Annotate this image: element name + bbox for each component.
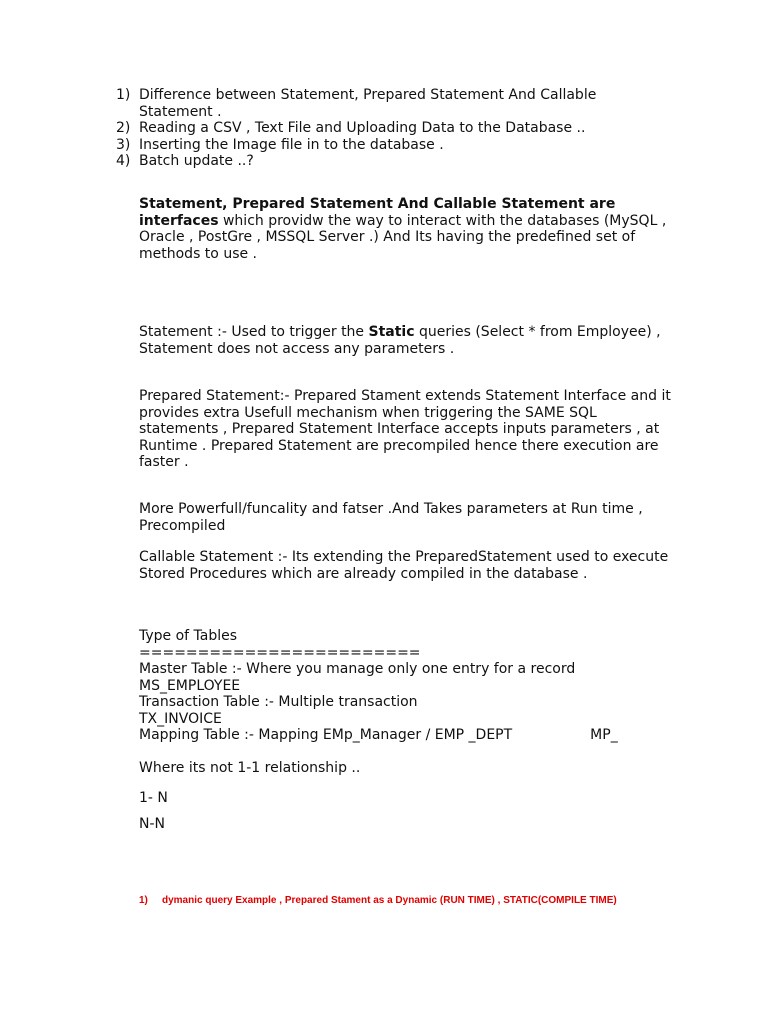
tables-title: Type of Tables (139, 628, 238, 644)
transaction-table-example: TX_INVOICE (139, 710, 222, 727)
tables-section (139, 628, 679, 832)
list-text: Difference between Statement, Prepared Statement And Callable Statement . (139, 87, 597, 120)
static-bold-text: Static (368, 324, 415, 340)
spacer (139, 807, 679, 816)
list-number: 3) (116, 136, 131, 153)
list-number: 2) (116, 120, 131, 136)
list-number: 4) (116, 153, 131, 169)
list-text: Batch update ..? (139, 153, 254, 169)
list-text: Reading a CSV , Text File and Uploading Data to the Database .. (139, 120, 586, 136)
spacer (139, 744, 679, 760)
intro-paragraph (139, 196, 684, 262)
note-number: 1) (139, 895, 148, 906)
statement-paragraph (139, 324, 679, 357)
transaction-table-line: Transaction Table :- Multiple transaction (139, 694, 418, 710)
list-text: Inserting the Image file in to the database . (139, 136, 444, 153)
tables-rule: ======================== (139, 644, 421, 661)
topic-list (116, 87, 636, 170)
dynamic-query-note (139, 895, 699, 907)
n-to-n: N-N (139, 815, 165, 832)
list-item (116, 153, 636, 170)
list-number: 1) (116, 87, 131, 103)
list-item (116, 137, 636, 154)
powerful-paragraph: More Powerfull/funcality and fatser .And Takes parameters at Run time , Precompiled (139, 501, 643, 534)
intro-text: which providw the way to interact with the databases (MySQL , Oracle , PostGre , MSSQL Server .) And Its having the predefined set of methods to use . (139, 212, 667, 262)
intro-bold-text: Statement, Prepared Statement And Callable Statement are interfaces (139, 196, 616, 229)
mapping-table-line (139, 727, 679, 744)
list-item (116, 87, 636, 120)
statement-text-pre: Statement :- Used to trigger the (139, 324, 369, 340)
statement-text-post: queries (Select * from Employee) , Statement does not access any parameters . (139, 324, 661, 357)
spacer (139, 776, 679, 790)
one-to-n: 1- N (139, 790, 168, 806)
note-text: dymanic query Example , Prepared Stament as a Dynamic (RUN TIME) , STATIC(COMPILE TIME) (162, 895, 617, 906)
list-item (116, 120, 636, 137)
master-table-example: MS_EMPLOYEE (139, 677, 241, 694)
mapping-prefix: MP_ (590, 727, 618, 743)
relationship-note: Where its not 1-1 relationship .. (139, 759, 361, 776)
prepared-statement-paragraph: Prepared Statement:- Prepared Stament extends Statement Interface and it provides extra Usefull mechanism when triggering the SAME SQL statements , Prepared Statement Interface accepts inputs parameters , at Runtime . Prepared Statement are precompiled hence there execution are faster . (139, 388, 671, 470)
master-table-line: Master Table :- Where you manage only one entry for a record (139, 661, 576, 677)
mapping-table-text: Mapping Table :- Mapping EMp_Manager / EMP _DEPT (139, 727, 513, 743)
callable-statement-paragraph: Callable Statement :- Its extending the PreparedStatement used to execute Stored Procedures which are already compiled in the database . (139, 549, 669, 582)
